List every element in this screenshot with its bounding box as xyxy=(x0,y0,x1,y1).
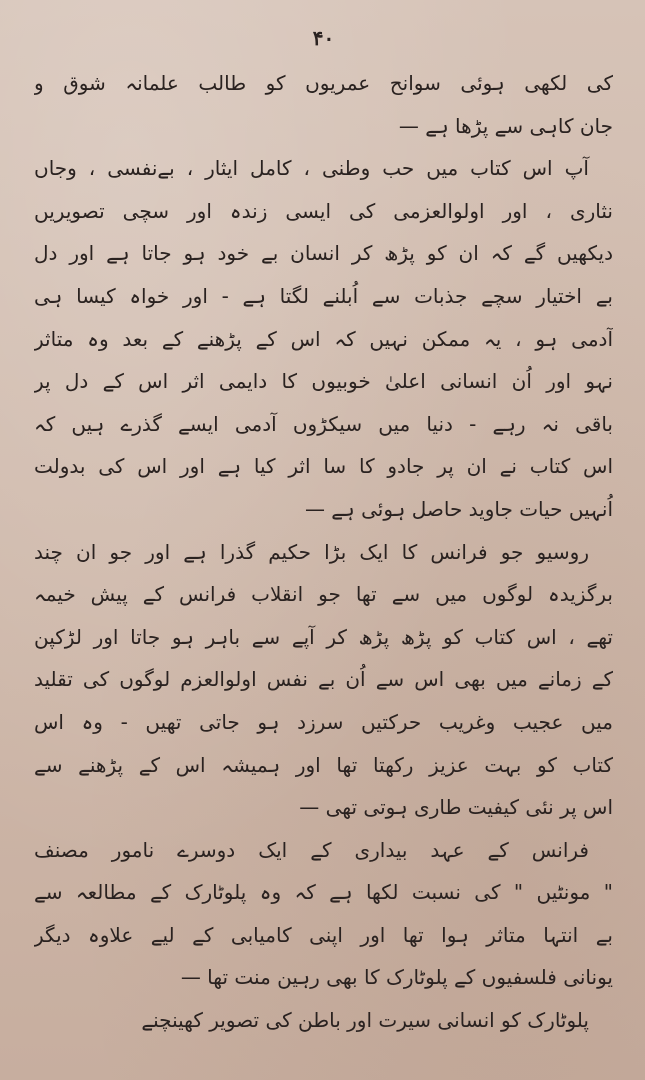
text-line: برگزیدہ لوگوں میں سے تھا جو انقلاب فرانس کے پیش خیمہ xyxy=(34,582,613,607)
text-line: نثاری ، اور اولوالعزمی کی ایسی زندہ اور سچی تصویریں xyxy=(34,198,613,223)
text-line: کے زمانے میں بھی اس سے اُن بے نفس اولوالعزم لوگوں کی تقلید xyxy=(34,667,613,692)
text-line: آدمی ہو ، یہ ممکن نہیں کہ اس کے پڑھنے کے بعد وہ متاثر xyxy=(34,326,613,351)
text-line: دیکھیں گے کہ ان کو پڑھ کر انسان بے خود ہو جاتا ہے اور دل xyxy=(34,241,613,266)
page-text xyxy=(34,62,613,1042)
text-line: یونانی فلسفیوں کے پلوٹارک کا بھی رہین منت تھا — xyxy=(180,965,613,990)
text-line: کتاب کو بہت عزیز رکھتا تھا اور ہمیشہ اس کے پڑھنے سے xyxy=(34,752,613,777)
text-line: بے انتہا متاثر ہوا تھا اور اپنی کامیابی کے لیے علاوہ دیگر xyxy=(34,922,613,947)
text-line: نہو اور اُن انسانی اعلیٰ خوبیوں کا دایمی اثر اس کے دل پر xyxy=(34,369,613,394)
text-line: تھے ، اس کتاب کو پڑھ پڑھ کر آپے سے باہر ہو جاتا اور لڑکپن xyxy=(34,624,613,649)
text-line: " مونٹیں " کی نسبت لکھا ہے کہ وہ پلوٹارک کے مطالعہ سے xyxy=(34,880,613,905)
text-line: باقی نہ رہے - دنیا میں سیکڑوں آدمی ایسے گذرے ہیں کہ xyxy=(34,411,613,436)
text-line: میں عجیب وغریب حرکتیں سرزد ہو جاتی تھیں - وہ اس xyxy=(34,709,613,734)
text-line: پلوٹارک کو انسانی سیرت اور باطن کی تصویر کھینچنے xyxy=(141,1008,589,1033)
text-line: فرانس کے عہد بیداری کے ایک دوسرے نامور مصنف xyxy=(34,837,589,862)
text-line: بے اختیار سچے جذبات سے اُبلنے لگتا ہے - اور خواہ کیسا ہی xyxy=(34,283,613,308)
text-line: جان کاہی سے پڑھا ہے — xyxy=(398,113,613,138)
page-number: ۴۰ xyxy=(312,26,335,50)
text-line: آپ اس کتاب میں حب وطنی ، کامل ایثار ، بےنفسی ، وجاں xyxy=(34,156,589,181)
text-line: اس کتاب نے ان پر جادو کا سا اثر کیا ہے اور اس کی بدولت xyxy=(34,454,613,479)
text-line: اُنہیں حیات جاوید حاصل ہوئی ہے — xyxy=(304,496,613,521)
text-line: روسیو جو فرانس کا ایک بڑا حکیم گذرا ہے اور جو ان چند xyxy=(34,539,589,564)
text-line: اس پر نئی کیفیت طاری ہوتی تھی — xyxy=(299,795,613,820)
text-line: کی لکھی ہوئی سوانح عمریوں کو طالب علمانہ شوق و xyxy=(34,71,613,95)
